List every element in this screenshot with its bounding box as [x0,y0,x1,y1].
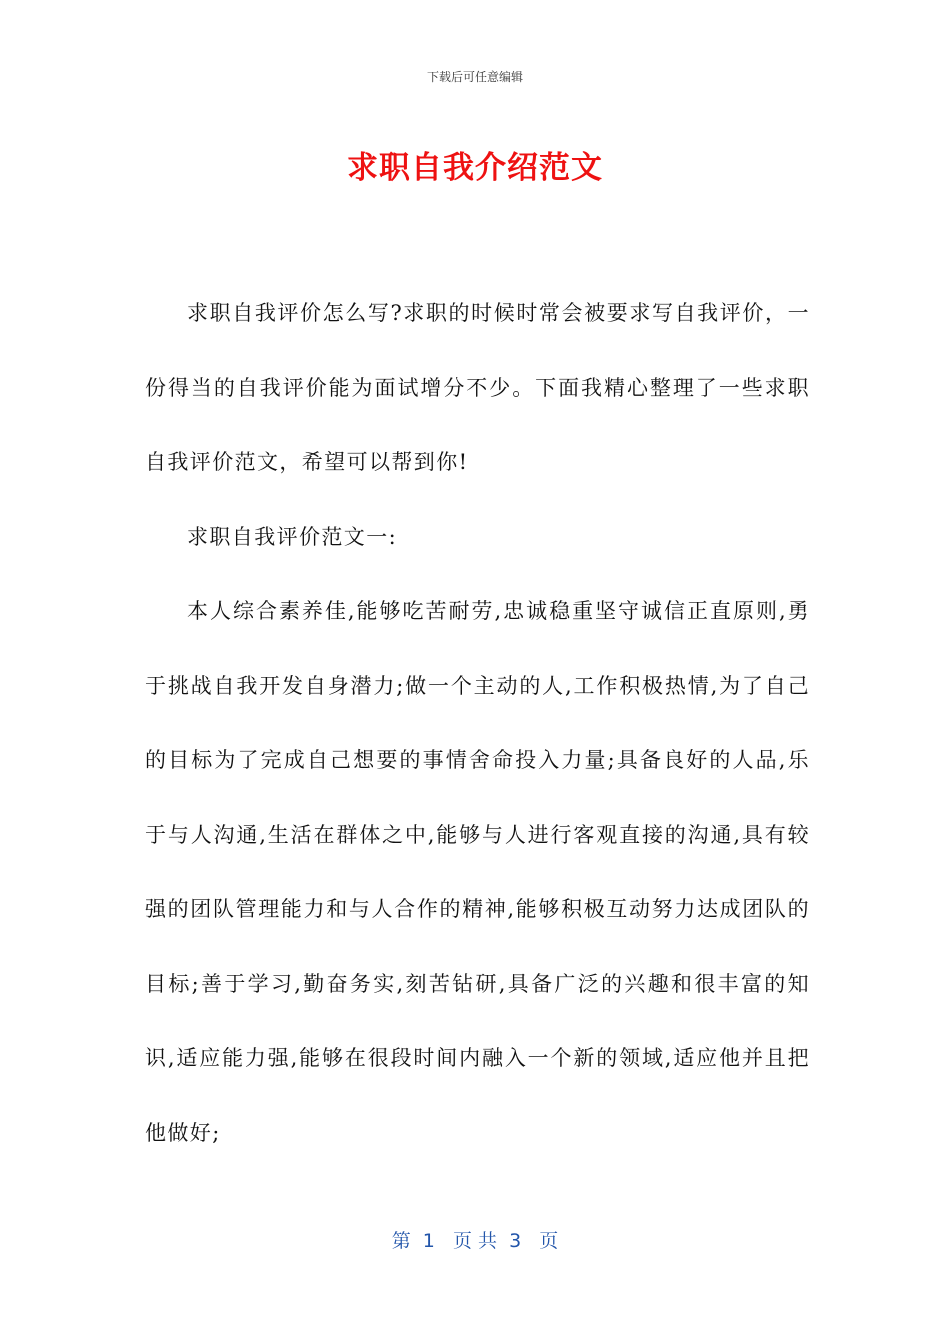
paragraph-intro: 求职自我评价怎么写?求职的时候时常会被要求写自我评价，一份得当的自我评价能为面试增分不少。下面我精心整理了一些求职自我评价范文，希望可以帮到你! [145,301,810,474]
header-note: 下载后可任意编辑 [426,70,523,84]
document-title: 求职自我介绍范文 [347,150,603,186]
document-body [145,276,810,1170]
paragraph-section-heading: 求职自我评价范文一: [187,524,398,549]
paragraph-sample-one: 本人综合素养佳,能够吃苦耐劳,忠诚稳重坚守诚信正直原则,勇于挑战自我开发自身潜力;做一个主动的人,工作积极热情,为了自己的目标为了完成自己想要的事情舍命投入力量;具备良好的人品,乐于与人沟通,生活在群体之中,能够与人进行客观直接的沟通,具有较强的团队管理能力和与人合作的精神,能够积极互动努力达成团队的目标;善于学习,勤奋务实,刻苦钻研,具备广泛的兴趣和很丰富的知识,适应能力强,能够在很段时间内融入一个新的领域,适应他并且把他做好; [145,599,810,1145]
page-number-footer: 第 1 页 共 3 页 [391,1230,559,1252]
